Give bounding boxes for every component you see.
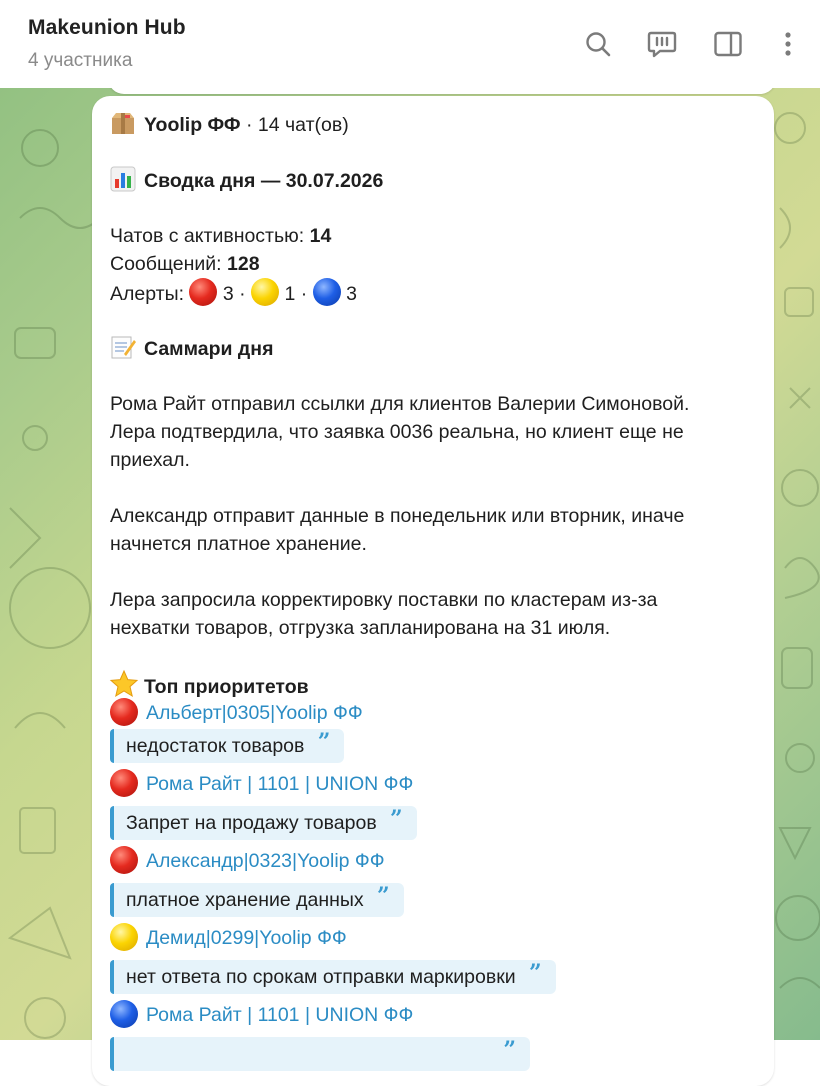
priority-item	[110, 920, 760, 997]
quote-icon: ”	[503, 1037, 516, 1063]
chat-header	[0, 0, 820, 88]
separator: ·	[239, 283, 246, 305]
source-line	[110, 110, 760, 138]
stat-chats-label: Чатов с активностью:	[110, 225, 310, 247]
stat-messages-label: Сообщений:	[110, 253, 227, 275]
alerts-yellow-count: 1	[284, 283, 296, 305]
source-count: · 14 чат(ов)	[246, 114, 349, 136]
priority-quote-text: нет ответа по срокам отправки маркировки	[126, 966, 516, 988]
summary-paragraph	[110, 390, 760, 474]
blue-circle-icon	[313, 278, 341, 306]
chat-bubble-icon	[646, 28, 678, 60]
sidebar-toggle-button[interactable]	[710, 26, 746, 62]
separator: ·	[300, 283, 308, 305]
search-icon	[584, 30, 612, 58]
paragraph-line: Лера запросила корректировку поставки по кластерам из-за	[110, 589, 658, 611]
paragraph-line: Александр отправит данные в понедельник или вторник, иначе	[110, 505, 685, 527]
paragraph-line: приехал.	[110, 449, 190, 471]
stat-alerts	[110, 278, 760, 306]
paragraph-line: Лера подтвердила, что заявка 0036 реальна, но клиент еще не	[110, 421, 684, 443]
priority-quote[interactable]	[110, 960, 556, 994]
red-circle-icon	[189, 278, 217, 306]
red-circle-icon	[110, 769, 138, 797]
stat-chats	[110, 222, 760, 250]
summary-paragraph	[110, 586, 760, 642]
quote-icon: ”	[377, 883, 390, 909]
bar-chart-icon	[110, 166, 136, 192]
summary-title: Сводка дня — 30.07.2026	[144, 170, 384, 192]
paragraph-line: начнется платное хранение.	[110, 533, 367, 555]
chat-member-count: 4 участника	[28, 50, 133, 71]
yellow-circle-icon	[110, 923, 138, 951]
priority-quote-text: платное хранение данных	[126, 889, 364, 911]
summary-heading	[110, 166, 760, 194]
priority-item	[110, 843, 760, 920]
message-content	[110, 110, 760, 1082]
quote-icon: ”	[529, 960, 542, 986]
message-bubble[interactable]	[92, 96, 774, 1086]
paragraph-line: Рома Райт отправил ссылки для клиентов Валерии Симоновой.	[110, 393, 690, 415]
more-vertical-icon	[783, 30, 793, 58]
priority-quote[interactable]	[110, 883, 404, 917]
priority-chat-link[interactable]: Альберт|0305|Yoolip ФФ	[146, 702, 363, 724]
priority-chat-link[interactable]: Александр|0323|Yoolip ФФ	[146, 850, 385, 872]
priority-quote[interactable]	[110, 729, 344, 763]
chat-title[interactable]: Makeunion Hub	[28, 16, 186, 39]
alerts-red-count: 3	[222, 283, 234, 305]
source-name: Yoolip ФФ	[144, 114, 241, 136]
priorities-title: Топ приоритетов	[144, 676, 309, 698]
search-button[interactable]	[580, 26, 616, 62]
priority-quote[interactable]	[110, 1037, 530, 1071]
priority-quote[interactable]	[110, 806, 417, 840]
priority-item	[110, 766, 760, 843]
priority-quote-text: Запрет на продажу товаров	[126, 812, 377, 834]
priority-item	[110, 997, 760, 1082]
priority-item	[110, 698, 760, 766]
stat-chats-value: 14	[309, 225, 332, 247]
summary-paragraph	[110, 502, 760, 558]
sidebar-icon	[713, 30, 743, 58]
quote-icon: ”	[317, 729, 331, 755]
day-summary-heading	[110, 334, 760, 362]
red-circle-icon	[110, 698, 138, 726]
stat-messages	[110, 250, 760, 278]
priority-list	[110, 698, 760, 1082]
memo-icon	[110, 334, 136, 360]
quote-icon: ”	[390, 806, 403, 832]
package-icon	[110, 110, 136, 136]
stat-messages-value: 128	[227, 253, 260, 275]
yellow-circle-icon	[251, 278, 279, 306]
priority-chat-link[interactable]: Рома Райт | 1101 | UNION ФФ	[146, 773, 414, 795]
stat-alerts-label: Алерты:	[110, 283, 190, 305]
priority-quote-text: недостаток товаров	[126, 735, 305, 757]
blue-circle-icon	[110, 1000, 138, 1028]
red-circle-icon	[110, 846, 138, 874]
day-summary-title: Саммари дня	[144, 338, 274, 360]
discussion-button[interactable]	[644, 26, 680, 62]
priority-chat-link[interactable]: Демид|0299|Yoolip ФФ	[146, 927, 347, 949]
more-button[interactable]	[770, 26, 806, 62]
paragraph-line: нехватки товаров, отгрузка запланирована на 31 июля.	[110, 617, 611, 639]
alerts-blue-count: 3	[346, 283, 357, 305]
priorities-heading	[110, 670, 760, 698]
star-icon	[110, 670, 136, 696]
priority-chat-link[interactable]: Рома Райт | 1101 | UNION ФФ	[146, 1004, 414, 1026]
